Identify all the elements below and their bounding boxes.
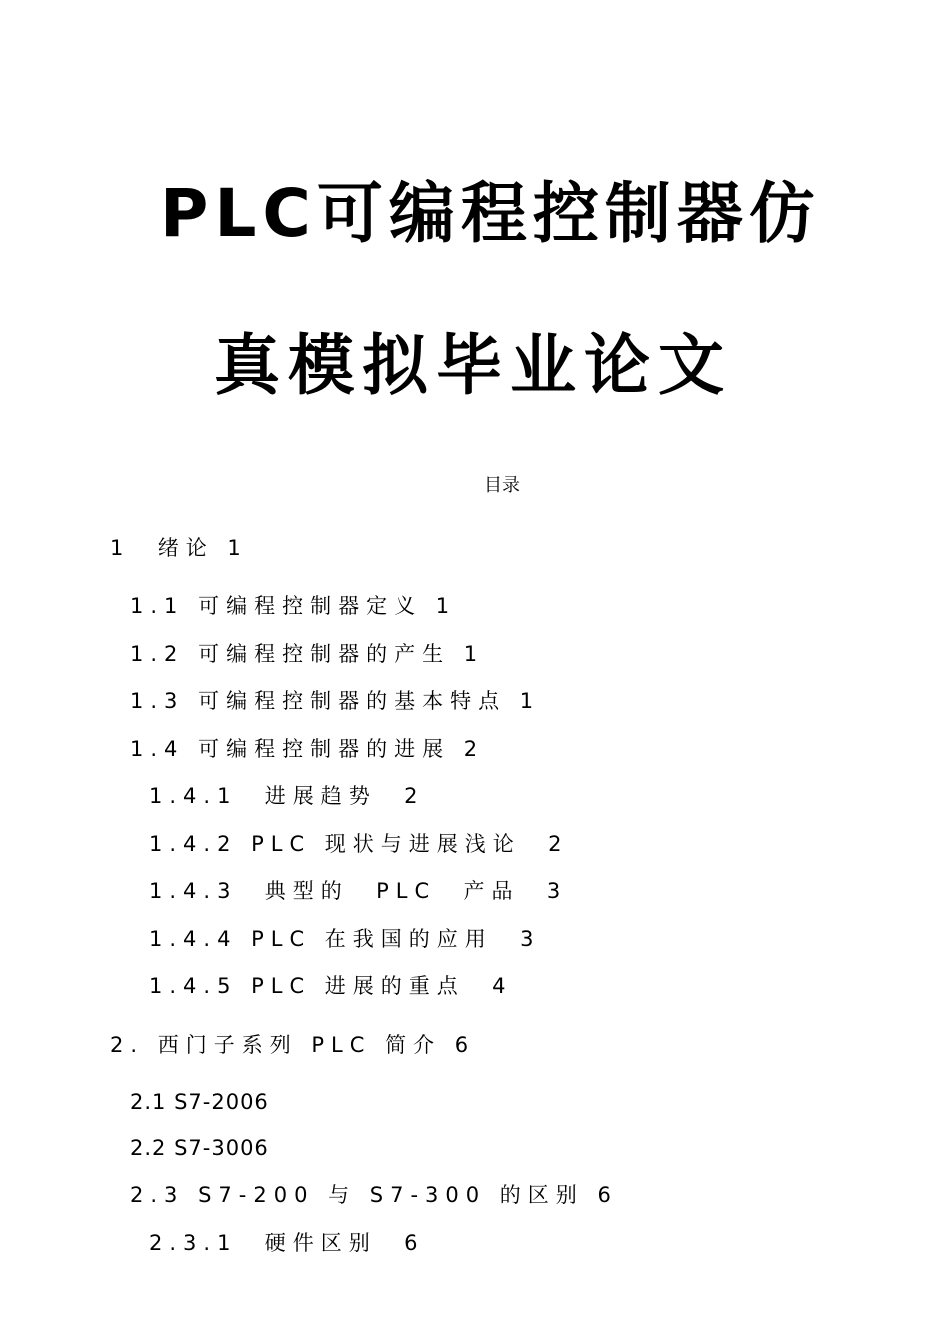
toc-entry-1: 1 绪论 1 (110, 536, 248, 560)
toc-entry-1-3: 1.3 可编程控制器的基本特点 1 (130, 689, 541, 713)
toc-entry-2-3: 2.3 S7-200 与 S7-300 的区别 6 (130, 1183, 618, 1207)
toc-entry-1-2: 1.2 可编程控制器的产生 1 (130, 642, 485, 666)
toc-entry-1-4-5: 1.4.5 PLC 进展的重点 4 (149, 974, 513, 998)
toc-heading: 目录 (484, 475, 520, 496)
toc-entry-1-4-1: 1.4.1 进展趋势 2 (149, 784, 425, 808)
toc-entry-2-2: 2.2 S7-3006 (130, 1136, 269, 1160)
toc-entry-2: 2. 西门子系列 PLC 简介 6 (110, 1033, 476, 1057)
title-line-2: 真模拟毕业论文 (214, 327, 732, 404)
toc-entry-1-4-4: 1.4.4 PLC 在我国的应用 3 (149, 927, 541, 951)
toc-entry-1-4: 1.4 可编程控制器的进展 2 (130, 737, 485, 761)
toc-entry-2-1: 2.1 S7-2006 (130, 1090, 269, 1114)
title-line-1: PLC可编程控制器仿 (160, 175, 821, 252)
toc-entry-1-1: 1.1 可编程控制器定义 1 (130, 594, 457, 618)
toc-entry-1-4-2: 1.4.2 PLC 现状与进展浅论 2 (149, 832, 569, 856)
toc-entry-1-4-3: 1.4.3 典型的 PLC 产品 3 (149, 879, 568, 903)
toc-entry-2-3-1: 2.3.1 硬件区别 6 (149, 1231, 425, 1255)
